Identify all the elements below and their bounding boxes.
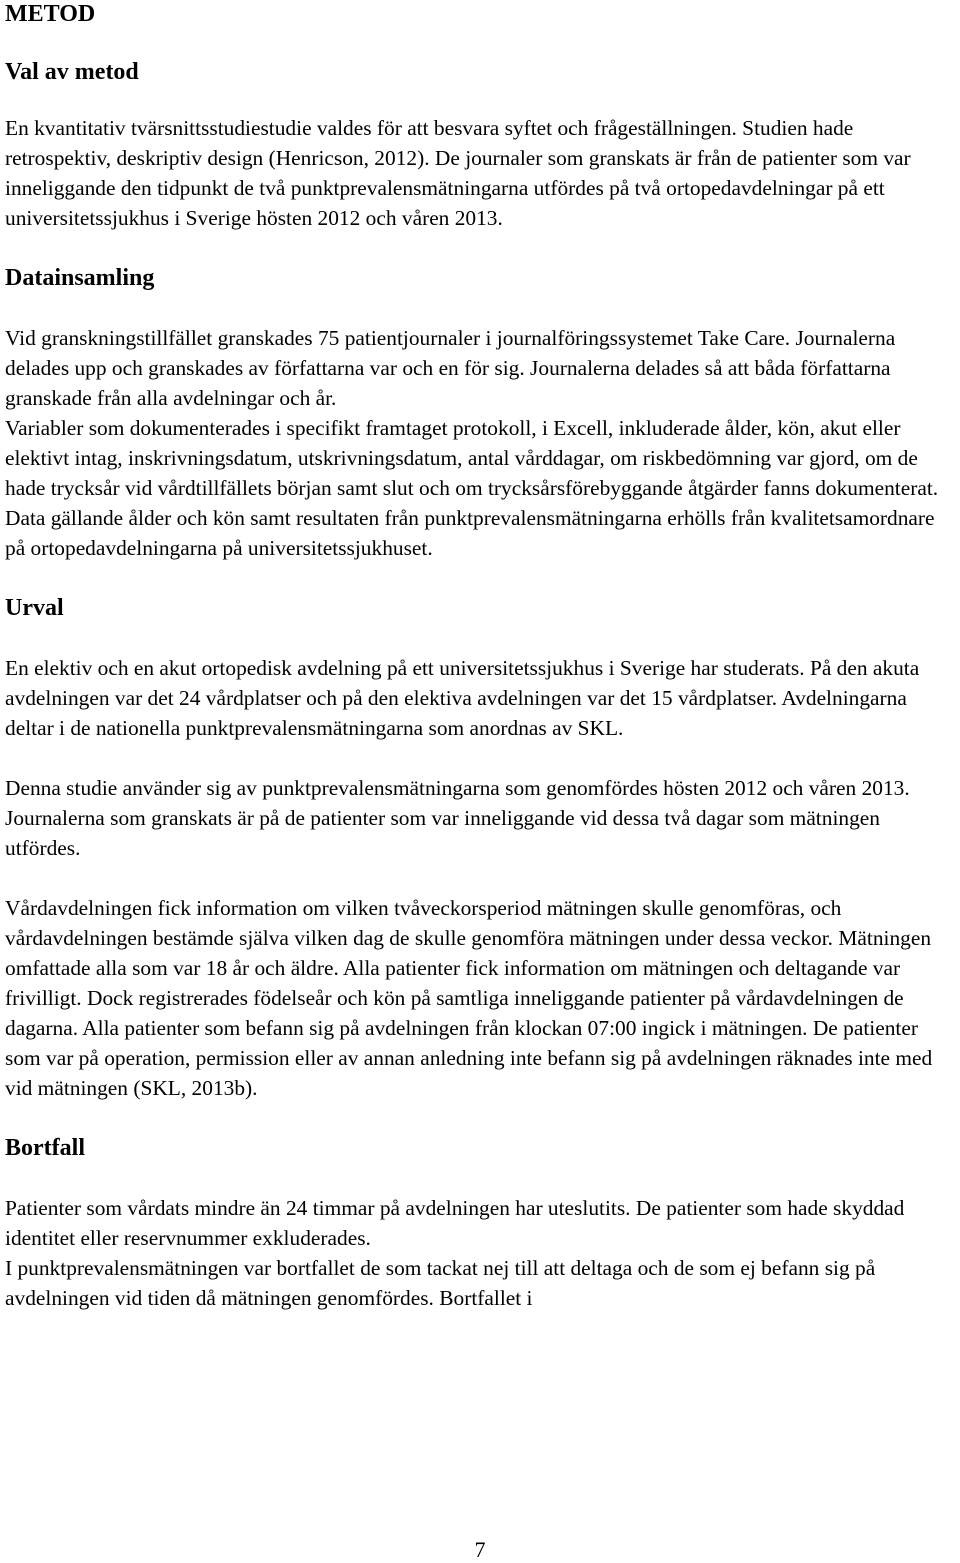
paragraph-urval-1: En elektiv och en akut ortopedisk avdelning på ett universitetssjukhus i Sverige har studerats. På den akuta avdelningen var det 24 vårdplatser och på den elektiva avdelningen var det 15 vårdplatser. Avdelningarna deltar i de nationella punktprevalensmätningarna som anordnas av SKL.	[5, 656, 920, 740]
paragraph-val-av-metod: En kvantitativ tvärsnittsstudiestudie valdes för att besvara syftet och frågeställningen. Studien hade retrospektiv, deskriptiv design (Henricson, 2012). De journaler som granskats är från de patienter som var inneliggande den tidpunkt de två punktprevalensmätningarna utfördes på två ortopedavdelningar på ett universitetssjukhus i Sverige hösten 2012 och våren 2013.	[5, 116, 911, 230]
section-heading-datainsamling: Datainsamling	[5, 265, 155, 291]
paragraph-datainsamling-1: Vid granskningstillfället granskades 75 patientjournaler i journalföringssystemet Take Care. Journalerna delades upp och granskades av författarna var och en för sig. Journalerna delades så att båda författarna granskade från alla avdelningar och år.	[5, 326, 896, 410]
paragraph-bortfall-1: Patienter som vårdats mindre än 24 timmar på avdelningen har uteslutits. De patienter som hade skyddad identitet eller reservnummer exkluderades.	[5, 1196, 905, 1250]
page-number: 7	[474, 1537, 486, 1562]
paragraph-bortfall-2: I punktprevalensmätningen var bortfallet de som tackat nej till att deltaga och de som ej befann sig på avdelningen vid tiden då mätningen genomfördes. Bortfallet i	[5, 1256, 876, 1310]
section-heading-urval: Urval	[5, 595, 64, 621]
paragraph-datainsamling-2: Variabler som dokumenterades i specifikt framtaget protokoll, i Excell, inkluderade ålder, kön, akut eller elektivt intag, inskrivningsdatum, utskrivningsdatum, antal vårddagar, om riskbedömning var gjord, om de hade trycksår vid vårdtillfällets början samt slut och om trycksårsförebyggande åtgärder fanns dokumenterat. Data gällande ålder och kön samt resultaten från punktprevalensmätningarna erhölls från kvalitetsamordnare på ortopedavdelningarna på universitetssjukhuset.	[5, 416, 939, 560]
section-heading-val-av-metod: Val av metod	[5, 59, 139, 85]
document-page	[5, 0, 955, 1313]
section-heading-bortfall: Bortfall	[5, 1135, 85, 1161]
page-title: METOD	[5, 1, 96, 27]
paragraph-urval-2: Denna studie använder sig av punktprevalensmätningarna som genomfördes hösten 2012 och våren 2013. Journalerna som granskats är på de patienter som var inneliggande vid dessa två dagar som mätningen utfördes.	[5, 776, 910, 860]
paragraph-urval-3: Vårdavdelningen fick information om vilken tvåveckorsperiod mätningen skulle genomföras, och vårdavdelningen bestämde själva vilken dag de skulle genomföra mätningen under dessa veckor. Mätningen omfattade alla som var 18 år och äldre. Alla patienter fick information om mätningen och deltagande var frivilligt. Dock registrerades födelseår och kön på samtliga inneliggande patienter på vårdavdelningen de dagarna. Alla patienter som befann sig på avdelningen från klockan 07:00 ingick i mätningen. De patienter som var på operation, permission eller av annan anledning inte befann sig på avdelningen räknades inte med vid mätningen (SKL, 2013b).	[5, 896, 933, 1100]
